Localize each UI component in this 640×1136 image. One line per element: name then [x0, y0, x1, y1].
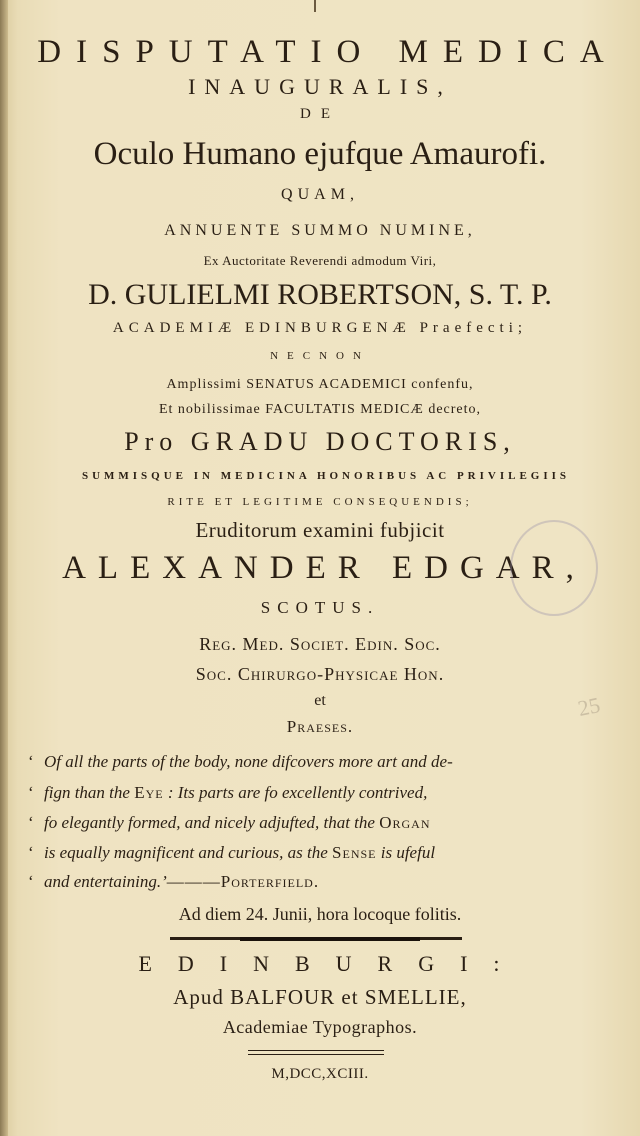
society-line-1: Reg. Med. Societ. Edin. Soc. [199, 634, 441, 654]
quote-line-1: ‘ Of all the parts of the body, none difcovers more art and de- [28, 752, 453, 771]
imprint-typographos: Academiae Typographos. [222, 1017, 418, 1037]
quote-text: is ufeful [376, 843, 436, 862]
facultatis-line: Et nobilissimae FACULTATIS MEDICÆ decreto, [158, 402, 482, 417]
academiae-line: ACADEMIÆ EDINBURGENÆ Praefecti; [112, 320, 528, 336]
imprint-year: M,DCC,XCIII. [271, 1066, 369, 1082]
double-rule-top [248, 1050, 384, 1051]
quote-line-5: ‘ and entertaining.’———Porterfield. [28, 872, 320, 891]
necnon-line: NECNON [270, 350, 370, 362]
et-line: et [314, 692, 326, 709]
thesis-title: Oculo Humano ejufque Amaurofi. [93, 136, 547, 172]
eruditorum-line: Eruditorum examini fubjicit [195, 518, 445, 542]
quote-text: and entertaining.’ [44, 872, 167, 891]
heading-de: DE [300, 106, 340, 122]
honoribus-line: SUMMISQUE IN MEDICINA HONORIBUS AC PRIVILEGIIS [81, 470, 571, 482]
quote-line-4: ‘ is equally magnificent and curious, as the Sense is ufeful [28, 843, 436, 862]
praeses-line: Praeses. [286, 717, 354, 736]
quote-attribution: ———Porterfield. [166, 872, 320, 891]
heading-inauguralis: INAUGURALIS, [188, 74, 452, 99]
annuente-line: ANNUENTE SUMMO NUMINE, [164, 222, 476, 239]
senatus-line: Amplissimi SENATUS ACADEMICI confenfu, [166, 377, 474, 392]
library-stamp [510, 520, 598, 616]
quam-line: QUAM, [281, 186, 359, 203]
quote-text: fo elegantly formed, and nicely adjufted, that the [44, 813, 380, 832]
handwritten-mark: 25 [575, 691, 603, 722]
scotus-line: SCOTUS. [260, 598, 380, 617]
imprint-place: EDINBURGI: [138, 951, 526, 976]
auctoritate-line: Ex Auctoritate Reverendi admodum Viri, [203, 253, 437, 268]
society-line-2: Soc. Chirurgo-Physicae Hon. [195, 664, 445, 684]
quote-line-2: ‘ fign than the Eye : Its parts are fo excellently contrived, [28, 783, 428, 802]
quote-text: : Its parts are fo excellently contrived, [163, 783, 428, 802]
rite-line: RITE ET LEGITIME CONSEQUENDIS; [167, 496, 473, 508]
quote-smallcaps: Eye [134, 783, 164, 802]
double-rule-bottom [248, 1054, 384, 1055]
author-name: ALEXANDER EDGAR, [62, 550, 586, 586]
gradu-doctoris-line: Pro GRADU DOCTORIS, [124, 427, 516, 456]
quote-smallcaps: Sense [332, 843, 377, 862]
quote-smallcaps: Organ [379, 813, 431, 832]
top-mark [314, 0, 316, 12]
date-line: Ad diem 24. Junii, hora locoque folitis. [178, 904, 462, 924]
heading-disputatio: DISPUTATIO MEDICA [37, 34, 619, 70]
imprint-printers: Apud BALFOUR et SMELLIE, [173, 985, 467, 1009]
quote-text: Of all the parts of the body, none difcovers more art and de- [44, 752, 453, 771]
quote-line-3: ‘ fo elegantly formed, and nicely adjufted, that the Organ [28, 813, 431, 832]
divider-rule-thick [240, 937, 420, 941]
quote-text: fign than the [44, 783, 135, 802]
quote-text: is equally magnificent and curious, as the [44, 843, 333, 862]
robertson-line: D. GULIELMI ROBERTSON, S. T. P. [88, 278, 552, 311]
